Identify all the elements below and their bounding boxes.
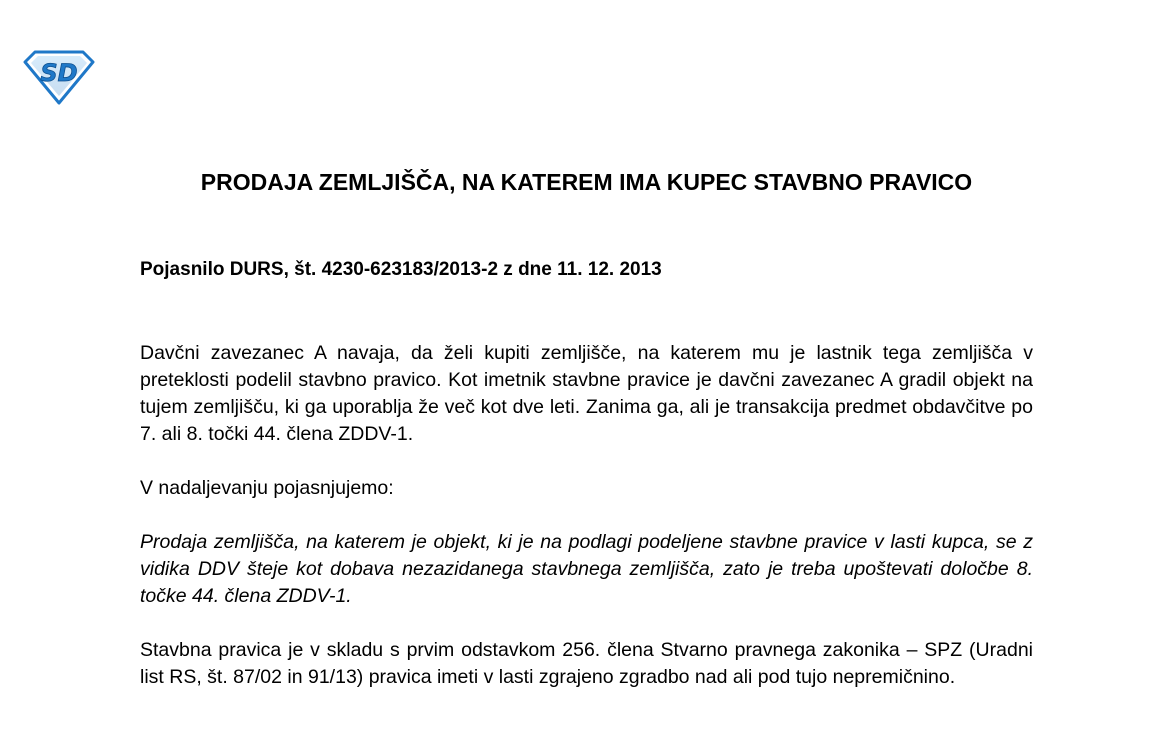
document-reference: Pojasnilo DURS, št. 4230-623183/2013-2 z dne 11. 12. 2013 xyxy=(140,259,662,280)
paragraph-intro: V nadaljevanju pojasnjujemo: xyxy=(140,477,394,499)
paragraph-definition: Stavbna pravica je v skladu s prvim odstavkom 256. člena Stvarno pravnega zakonika – SPZ (Uradni list RS, št. 87/02 in 91/13) pravica imeti v lasti zgrajeno zgradbo nad ali pod tujo nepremičnino. xyxy=(140,639,1033,688)
sd-logo xyxy=(22,50,96,105)
paragraph-answer: Prodaja zemljišča, na katerem je objekt, ki je na podlagi podeljene stavbne pravice v lasti kupca, se z vidika DDV šteje kot dobava nezazidanega stavbnega zemljišča, zato je treba upoštevati določbe 8. točke 44. člena ZDDV-1. xyxy=(140,531,1033,607)
svg-text:SD: SD xyxy=(40,59,78,87)
document-title: PRODAJA ZEMLJIŠČA, NA KATEREM IMA KUPEC STAVBNO PRAVICO xyxy=(200,169,973,195)
paragraph-question: Davčni zavezanec A navaja, da želi kupiti zemljišče, na katerem mu je lastnik tega zemljišča v preteklosti podelil stavbno pravico. Kot imetnik stavbne pravice je davčni zavezanec A gradil objekt na tujem zemljišču, ki ga uporablja že več kot dve leti. Zanima ga, ali je transakcija predmet obdavčitve po 7. ali 8. točki 44. člena ZDDV-1. xyxy=(140,342,1033,445)
